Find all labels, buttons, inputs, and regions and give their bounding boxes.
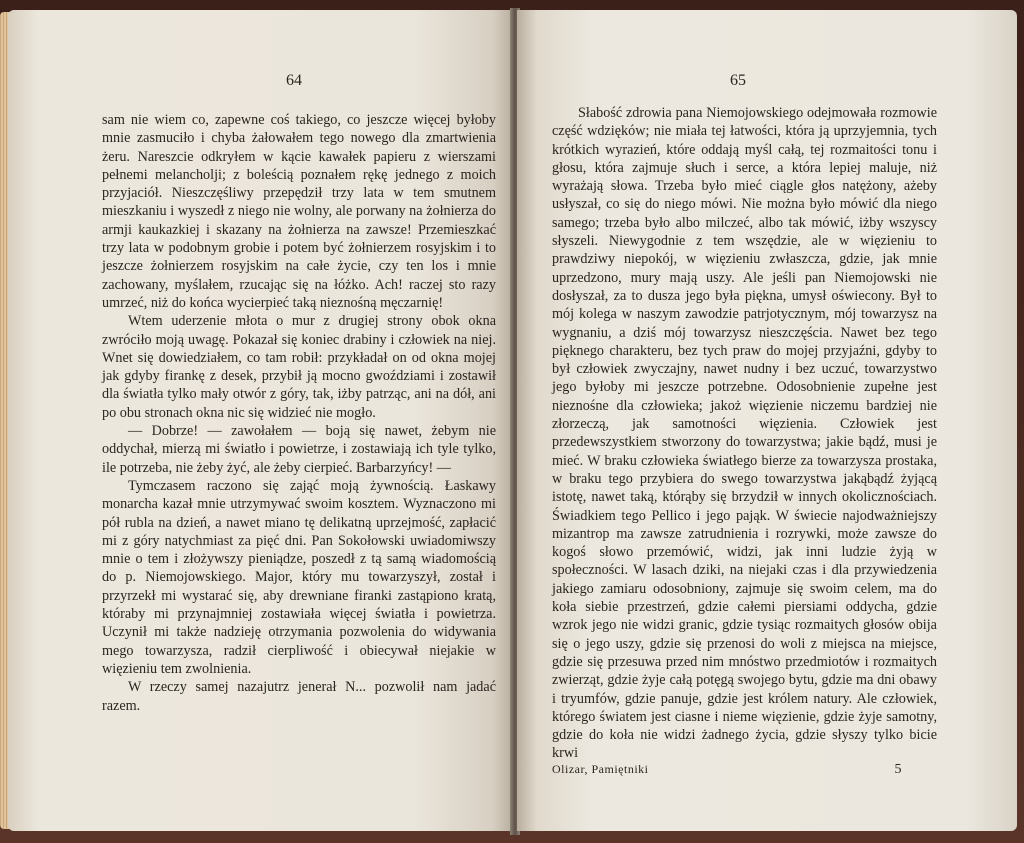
left-page-text: [102, 111, 496, 715]
right-page: [517, 10, 1017, 831]
paragraph: Tymczasem raczono się zająć moją żywnością. Łaskawy monarcha kazał mnie utrzymywać swoim kosztem. Wyznaczono mi pół rubla na dzień, a nawet miano tę delikatną uprzejmość, zapłacić mi z góry natychmiast za pięć dni. Pan Sokołowski uwiadomiwszy mnie o tem i złożywszy pieniądze, poszedł z tą samą wiadomością do p. Niemojowskiego. Major, który mu towarzyszył, został i przyrzekł mi wystarać się, aby drewniane firanki zastąpiono kratą, któraby mi przynajmniej zostawiała więcej światła i powietrza. Uczynił mi także nadzieję otrzymania pozwolenia do widywania mego towarzysza, radził cierpliwość i obiecywał niejakie w więzieniu tem zwolnienia.: [102, 477, 496, 677]
left-page: [8, 10, 513, 831]
right-page-number: 65: [730, 72, 746, 89]
left-page-number: 64: [286, 72, 302, 89]
right-page-text: [552, 104, 937, 763]
paragraph: Wtem uderzenie młota o mur z drugiej strony obok okna zwróciło moją uwagę. Pokazał się koniec drabiny i człowiek na niej. Wnet się dowiedziałem, co tam robił: przykładał on od okna mojej jak gdyby firankę z desek, przybił ją mocno gwoździami i zostawił dla światła tylko mały otwór z góry, tak, iżby patrząc, ani na dół, ani po obu stronach okna nic się widzieć nie mogło.: [102, 313, 496, 421]
paragraph: Słabość zdrowia pana Niemojowskiego odejmowała rozmowie część wdzięków; nie miała tej łatwości, która ją uprzyjemnia, tych krótkich wyrazień, które oddają myśl całą, tej rozmaitości tonu i głosu, która zajmuje słuch i serce, a która lepiej maluje, niż wyrażają słowa. Trzeba było mieć ciągle głos natężony, ażeby usłyszał, co się do niego mówi. Nie można było mówić dla niego samego; trzeba było albo milczeć, albo tak mówić, iżby wszyscy słyszeli. Niewygodnie z tem wszędzie, ale w więzieniu to prawdziwy niepokój, w więzieniu zwłaszcza, gdzie, jak mnie uprzedzono, mury mają uszy. Ale jeśli pan Niemojowski nie dosłyszał, za to dusza jego była piękna, umysł oświecony. Był to mój kolega w naszym zawodzie patrjotycznym, mój towarzysz na wygnaniu, a dziś mój towarzysz nieszczęścia. Nawet bez tego pięknego charakteru, bez tych praw do mojej przyjaźni, gdyby to był człowiek zwyczajny, nawet nudny i bez uczuć, towarzystwo jego byłoby mi jeszcze potrzebne. Odosobnienie zupełne jest nieznośne dla człowieka; jakoż więzienie niczemu bardziej nie złorzeczą, jak samotności więzienia. Człowiek jest przedewszystkiem stworzony do towarzystwa; jakie bądź, musi je mieć. W braku człowieka światłego bierze za towarzysza prostaka, w braku tego przybiera do swego towarzystwa jakąbądź żyjącą istotę, nawet taką, którąby się brzydził w innych okolicznościach. Świadkiem tego Pellico i jego pająk. W świecie najodważniejszy mizantrop ma zawsze zatrudnienia i rozrywki, może zawsze do kogoś słowo przemówić, widzi, jak inni ludzie żyją w społeczności. W lasach dziki, na niejaki czas i dla przywiedzenia jakiego zamiaru odosobniony, zajmuje się swoim celem, ma do koła siebie przestrzeń, gdzie całemi piersiami oddycha, gdzie wzrok jego nie widzi granic, gdzie tysiąc rozmaitych głosów obija się o jego uszy, gdzie się przenosi do woli z miejsca na miejsce, gdzie się przesuwa przed nim mnóstwo przedmiotów i rozmaitych zwierząt, gdzie żyje całą potęgą swojego bytu, gdzie ma dni obawy i tryumfów, gdzie panuje, gdzie jest królem natury. Ale człowiek, którego światem jest ciasne i nieme więzienie, gdzie żyje samotny, gdzie do koła nie widzi żadnego życia, gdzie słyszy tylko bicie krwi: [552, 105, 937, 762]
page-footer: [552, 762, 902, 778]
paragraph: — Dobrze! — zawołałem — boją się nawet, żebym nie oddychał, mierzą mi światło i powietrze, i zostawiają ich tyle tylko, ile potrzeba, nie żeby żyć, ale żeby cierpieć. Barbarzyńcy! —: [102, 423, 496, 476]
signature-mark: 5: [894, 762, 902, 777]
paragraph: W rzeczy samej nazajutrz jenerał N... pozwolił nam jadać razem.: [102, 679, 496, 714]
running-title: Olizar, Pamiętniki: [552, 762, 649, 776]
paragraph: sam nie wiem co, zapewne coś takiego, co jeszcze więcej byłoby mnie zasmuciło i chyba żałowałem tego nowego dla zmartwienia żeru. Nareszcie odkryłem w kącie kawałek papieru z wierszami pełnemi melancholji; z boleścią poznałem rękę jednego z moich przyjaciół. Nieszczęśliwy przepędził trzy lata w tem smutnem mieszkaniu i wyszedł z niego nie wolny, ale porwany na żołnierza do armji kaukazkiej i skazany na żołnierza na zawsze! Przemieszkać trzy lata w podobnym grobie i potem być żołnierzem rosyjskim i to jeszcze żołnierzem rosyjskim na całe życie, czy ten los i mnie zachowany, myślałem, rzucając się na łóżko. Ach! raczej sto razy umrzeć, niż do końca wycierpieć taką nieznośną męczarnię!: [102, 112, 496, 311]
